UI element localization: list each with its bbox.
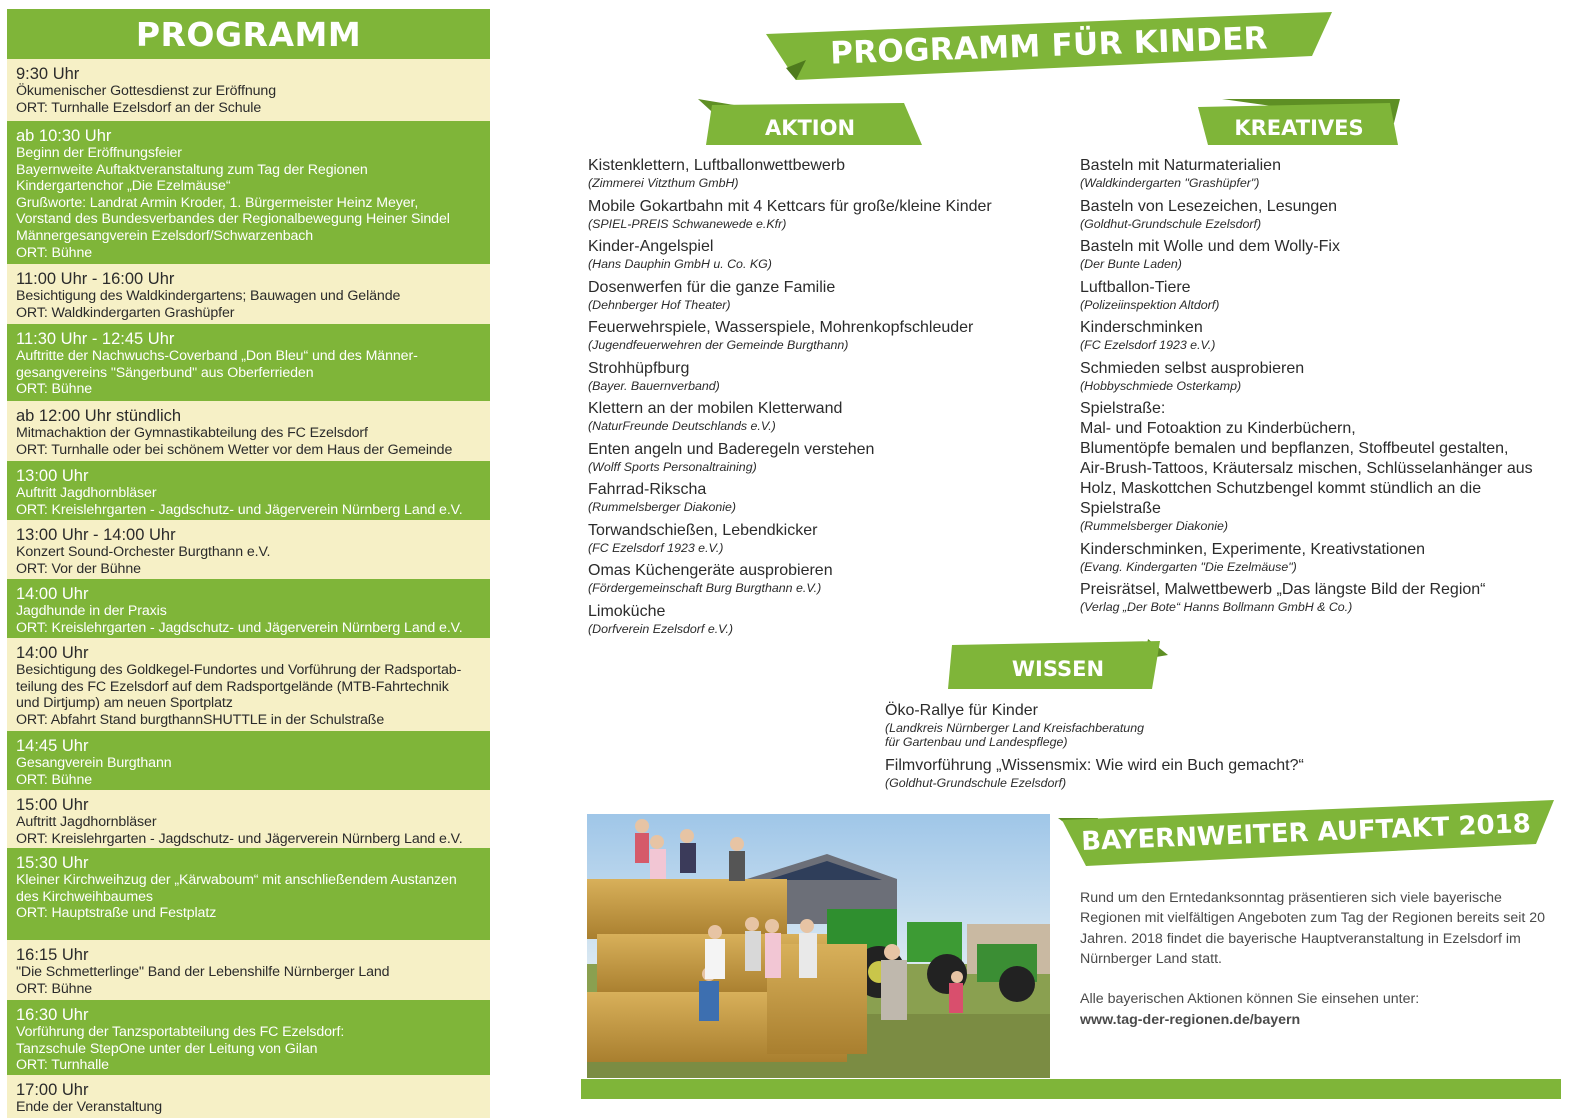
activity-provider: (NaturFreunde Deutschlands e.V.) bbox=[588, 419, 776, 433]
activity-provider: (Jugendfeuerwehren der Gemeinde Burgthann) bbox=[588, 338, 849, 352]
activity-title: Limoküche bbox=[588, 602, 666, 620]
program-item-line: und Dirtjump) am neuen Sportplatz bbox=[16, 695, 233, 712]
wissen-list bbox=[885, 701, 1385, 796]
activity-title: Kinderschminken, Experimente, Kreativstationen bbox=[1080, 540, 1426, 558]
activity-item bbox=[1080, 318, 1560, 352]
program-item-time: 14:00 Uhr bbox=[16, 585, 89, 603]
program-item-line: Männergesangverein Ezelsdorf/Schwarzenbach bbox=[16, 227, 314, 244]
auftakt-banner bbox=[1058, 800, 1554, 866]
activity-item bbox=[885, 701, 1385, 749]
program-item-time: 16:15 Uhr bbox=[16, 946, 89, 964]
activity-title: Fahrrad-Rikscha bbox=[588, 481, 707, 498]
activity-provider: (Hobbyschmiede Osterkamp) bbox=[1080, 378, 1242, 393]
program-item-line: ORT: Kreislehrgarten - Jagdschutz- und Jägerverein Nürnberg Land e.V. bbox=[16, 830, 463, 847]
program-item-line: ORT: Bühne bbox=[16, 244, 93, 261]
program-item-time: 11:00 Uhr - 16:00 Uhr bbox=[16, 270, 175, 288]
program-item-time: 13:00 Uhr - 14:00 Uhr bbox=[16, 526, 176, 544]
activity-title: Mobile Gokartbahn mit 4 Kettcars für große/kleine Kinder bbox=[588, 197, 992, 215]
program-item-time: 15:30 Uhr bbox=[16, 854, 89, 872]
program-item-time: 15:00 Uhr bbox=[16, 796, 89, 814]
activity-title: Torwandschießen, Lebendkicker bbox=[588, 521, 818, 539]
activity-item bbox=[588, 359, 1058, 393]
program-item bbox=[7, 579, 490, 638]
program-item-line: Bayernweite Auftaktveranstaltung zum Tag der Regionen bbox=[16, 161, 368, 178]
activity-title: Preisrätsel, Malwettbewerb „Das längste Bild der Region“ bbox=[1080, 581, 1486, 598]
program-item-time: 17:00 Uhr bbox=[16, 1081, 89, 1099]
program-column bbox=[7, 9, 490, 1115]
activity-title: Feuerwehrspiele, Wasserspiele, Mohrenkopfschleuder bbox=[588, 319, 974, 336]
activity-provider: (Rummelsberger Diakonie) bbox=[588, 500, 737, 514]
activity-provider: (Dehnberger Hof Theater) bbox=[588, 297, 731, 312]
kreatives-banner bbox=[1198, 99, 1400, 147]
program-item-line: ORT: Vor der Bühne bbox=[16, 560, 141, 577]
hay-bales-photo bbox=[587, 814, 1050, 1078]
kids-program-title: PROGRAMM FÜR KINDER bbox=[829, 20, 1269, 72]
program-item-line: teilung des FC Ezelsdorf auf dem Radsportgelände (MTB-Fahrtechnik bbox=[16, 678, 449, 695]
program-item-line: Beginn der Eröffnungsfeier bbox=[16, 145, 182, 161]
program-item bbox=[7, 731, 490, 790]
activity-provider: (Rummelsberger Diakonie) bbox=[1080, 519, 1229, 533]
activity-provider: (Fördergemeinschaft Burg Burgthann e.V.) bbox=[588, 581, 822, 595]
activity-item bbox=[588, 521, 1058, 555]
program-item-line: Ökumenischer Gottesdienst zur Eröffnung bbox=[16, 83, 277, 99]
program-item-time: ab 12:00 Uhr stündlich bbox=[16, 407, 182, 425]
program-title: PROGRAMM bbox=[7, 9, 490, 59]
program-item-line: Tanzschule StepOne unter der Leitung von Gilan bbox=[16, 1040, 318, 1057]
activity-title: Basteln von Lesezeichen, Lesungen bbox=[1080, 197, 1338, 215]
kreatives-list bbox=[1080, 156, 1560, 621]
program-item-line: ORT: Turnhalle bbox=[16, 1057, 109, 1074]
program-item-line: ORT: Turnhalle Ezelsdorf an der Schule bbox=[16, 99, 262, 116]
program-item-line: Grußworte: Landrat Armin Kroder, 1. Bürgermeister Heinz Meyer, bbox=[16, 194, 419, 211]
activity-item bbox=[588, 480, 1058, 514]
activity-title: Mal- und Fotoaktion zu Kinderbüchern, bbox=[1080, 420, 1356, 437]
program-item bbox=[7, 461, 490, 520]
program-item bbox=[7, 1075, 490, 1118]
activity-item bbox=[588, 156, 1058, 190]
program-item-line: Auftritte der Nachwuchs-Coverband „Don Bleu“ und des Männer- bbox=[16, 348, 418, 364]
activity-item bbox=[588, 237, 1058, 271]
kreatives-title: KREATIVES bbox=[1234, 116, 1364, 140]
activity-provider: (Waldkindergarten "Grashüpfer") bbox=[1080, 176, 1260, 190]
program-item-line: ORT: Kreislehrgarten - Jagdschutz- und Jägerverein Nürnberg Land e.V. bbox=[16, 501, 463, 518]
activity-provider: (Polizeiinspektion Altdorf) bbox=[1080, 297, 1220, 312]
program-item-line: Kleiner Kirchweihzug der „Kärwaboum“ mit anschließendem Austanzen bbox=[16, 872, 457, 888]
activity-provider: (Verlag „Der Bote“ Hanns Bollmann GmbH & Co.) bbox=[1080, 600, 1353, 614]
activity-title: Basteln mit Wolle und dem Wolly-Fix bbox=[1080, 238, 1340, 255]
activity-item bbox=[1080, 359, 1560, 393]
activity-provider: (FC Ezelsdorf 1923 e.V.) bbox=[1080, 338, 1216, 352]
program-item-line: Gesangverein Burgthann bbox=[16, 755, 172, 771]
program-item-time: 14:45 Uhr bbox=[16, 737, 89, 755]
program-item-time: 11:30 Uhr - 12:45 Uhr bbox=[16, 330, 175, 348]
aktion-list bbox=[588, 156, 1058, 642]
program-item bbox=[7, 121, 490, 264]
photo-illustration bbox=[587, 814, 1050, 1078]
activity-title: Enten angeln und Baderegeln verstehen bbox=[588, 440, 875, 458]
activity-provider: (Der Bunte Laden) bbox=[1080, 257, 1182, 271]
auftakt-paragraph-1: Rund um den Erntedanksonntag präsentieren sich viele bayerische Regionen mit vielfältigen Angeboten zum Tag der Regionen bereits seit 20 Jahren. 2018 findet die bayerische Hauptveranstaltung in Ezelsdorf im Nürnberger Land statt. bbox=[1080, 890, 1546, 967]
activity-title: Dosenwerfen für die ganze Familie bbox=[588, 278, 836, 296]
activity-provider: (Bayer. Bauernverband) bbox=[588, 378, 720, 393]
program-item-line: Ende der Veranstaltung bbox=[16, 1099, 163, 1115]
activity-title: Basteln mit Naturmaterialien bbox=[1080, 157, 1281, 174]
program-item-line: Vorstand des Bundesverbandes der Regionalbewegung Heiner Sindel bbox=[16, 211, 450, 228]
activity-provider: (Landkreis Nürnberger Land Kreisfachberatung bbox=[885, 721, 1144, 735]
program-item-line: Konzert Sound-Orchester Burgthann e.V. bbox=[16, 544, 271, 560]
activity-item bbox=[588, 440, 1058, 474]
activity-item bbox=[1080, 399, 1560, 533]
program-item-line: Besichtigung des Goldkegel-Fundortes und Vorführung der Radsportab- bbox=[16, 662, 462, 678]
program-item-line: ORT: Waldkindergarten Grashüpfer bbox=[16, 304, 235, 321]
activity-item bbox=[1080, 540, 1560, 574]
program-item-line: Kindergartenchor „Die Ezelmäuse“ bbox=[16, 178, 231, 195]
activity-item bbox=[1080, 156, 1560, 190]
program-item-line: ORT: Abfahrt Stand burgthannSHUTTLE in der Schulstraße bbox=[16, 711, 385, 728]
wissen-title: WISSEN bbox=[1011, 657, 1105, 681]
program-item bbox=[7, 520, 490, 579]
activity-provider: (Goldhut-Grundschule Ezelsdorf) bbox=[885, 775, 1067, 790]
activity-item bbox=[1080, 580, 1560, 614]
program-item-time: 9:30 Uhr bbox=[16, 65, 80, 83]
program-item-line: ORT: Bühne bbox=[16, 381, 93, 398]
program-item-line: Vorführung der Tanzsportabteilung des FC Ezelsdorf: bbox=[16, 1024, 345, 1040]
activity-title: Omas Küchengeräte ausprobieren bbox=[588, 562, 833, 579]
activity-title: Kinder-Angelspiel bbox=[588, 238, 714, 255]
activity-item bbox=[588, 197, 1058, 231]
activity-item bbox=[588, 318, 1058, 352]
activity-item bbox=[1080, 197, 1560, 231]
activity-item bbox=[588, 561, 1058, 595]
auftakt-title: BAYERNWEITER AUFTAKT 2018 bbox=[1080, 808, 1532, 858]
activity-title: Schmieden selbst ausprobieren bbox=[1080, 359, 1305, 377]
program-item bbox=[7, 264, 490, 324]
program-item-line: ORT: Bühne bbox=[16, 771, 93, 788]
activity-provider: (SPIEL-PREIS Schwanewede e.Kfr) bbox=[588, 216, 787, 231]
aktion-banner bbox=[698, 99, 922, 147]
program-item-line: "Die Schmetterlinge" Band der Lebenshilfe Nürnberger Land bbox=[16, 964, 390, 980]
wissen-banner bbox=[948, 639, 1168, 691]
activity-title: Spielstraße: bbox=[1080, 400, 1166, 417]
program-item-line: ORT: Bühne bbox=[16, 980, 93, 997]
program-item-line: Besichtigung des Waldkindergartens; Bauwagen und Gelände bbox=[16, 288, 401, 304]
program-item-time: ab 10:30 Uhr bbox=[16, 127, 112, 145]
program-item-time: 14:00 Uhr bbox=[16, 644, 89, 662]
activity-item bbox=[1080, 237, 1560, 271]
activity-provider: für Gartenbau und Landespflege) bbox=[885, 735, 1068, 749]
activity-title: Strohhüpfburg bbox=[588, 359, 690, 377]
auftakt-description bbox=[1080, 888, 1550, 1030]
program-item-line: Auftritt Jagdhornbläser bbox=[16, 485, 157, 501]
program-item bbox=[7, 324, 490, 401]
activity-provider: (Wolff Sports Personaltraining) bbox=[588, 459, 757, 474]
activity-provider: (Goldhut-Grundschule Ezelsdorf) bbox=[1080, 216, 1262, 231]
activity-provider: (Dorfverein Ezelsdorf e.V.) bbox=[588, 621, 734, 636]
activity-title: Blumentöpfe bemalen und bepflanzen, Stoffbeutel gestalten, bbox=[1080, 440, 1509, 457]
program-item-line: ORT: Kreislehrgarten - Jagdschutz- und Jägerverein Nürnberg Land e.V. bbox=[16, 619, 463, 636]
aktion-title: AKTION bbox=[764, 116, 856, 140]
activity-item bbox=[588, 602, 1058, 636]
program-item bbox=[7, 790, 490, 848]
program-item-time: 13:00 Uhr bbox=[16, 467, 89, 485]
program-list bbox=[7, 59, 490, 1118]
activity-title: Kistenklettern, Luftballonwettbewerb bbox=[588, 157, 846, 174]
activity-title: Kinderschminken bbox=[1080, 319, 1203, 336]
program-item bbox=[7, 1000, 490, 1075]
activity-title: Holz, Maskottchen Schutzbengel kommt stündlich an die bbox=[1080, 480, 1482, 497]
program-item-line: ORT: Turnhalle oder bei schönem Wetter vor dem Haus der Gemeinde bbox=[16, 441, 453, 458]
activity-provider: (FC Ezelsdorf 1923 e.V.) bbox=[588, 540, 724, 555]
kids-program-banner bbox=[766, 12, 1332, 80]
activity-title: Klettern an der mobilen Kletterwand bbox=[588, 400, 843, 417]
program-item-line: gesangvereins "Sängerbund" aus Oberferrieden bbox=[16, 364, 314, 381]
program-item bbox=[7, 638, 490, 731]
program-item bbox=[7, 848, 490, 940]
activity-provider: (Evang. Kindergarten "Die Ezelmäuse") bbox=[1080, 559, 1297, 574]
auftakt-link[interactable]: www.tag-der-regionen.de/bayern bbox=[1080, 1011, 1301, 1028]
program-item-time: 16:30 Uhr bbox=[16, 1006, 89, 1024]
activity-item bbox=[588, 399, 1058, 433]
bottom-green-bar bbox=[581, 1079, 1561, 1099]
activity-provider: (Zimmerei Vitzthum GmbH) bbox=[588, 176, 739, 190]
program-item bbox=[7, 59, 490, 121]
program-item-line: Jagdhunde in der Praxis bbox=[16, 603, 167, 619]
activity-title: Luftballon-Tiere bbox=[1080, 278, 1191, 296]
activity-title: Öko-Rallye für Kinder bbox=[885, 702, 1038, 719]
activity-title: Spielstraße bbox=[1080, 500, 1161, 517]
activity-item bbox=[588, 278, 1058, 312]
activity-title: Filmvorführung „Wissensmix: Wie wird ein Buch gemacht?“ bbox=[885, 756, 1304, 774]
activity-item bbox=[1080, 278, 1560, 312]
program-item bbox=[7, 401, 490, 461]
program-item-line: ORT: Hauptstraße und Festplatz bbox=[16, 905, 217, 922]
auftakt-paragraph-2: Alle bayerischen Aktionen können Sie einsehen unter: bbox=[1080, 991, 1420, 1008]
program-item-line: Mitmachaktion der Gymnastikabteilung des FC Ezelsdorf bbox=[16, 425, 368, 441]
program-item-line: Auftritt Jagdhornbläser bbox=[16, 814, 157, 830]
activity-provider: (Hans Dauphin GmbH u. Co. KG) bbox=[588, 257, 772, 271]
activity-title: Air-Brush-Tattoos, Kräutersalz mischen, Schlüsselanhänger aus bbox=[1080, 460, 1533, 477]
program-item-line: des Kirchweihbaumes bbox=[16, 888, 153, 905]
activity-item bbox=[885, 756, 1385, 790]
program-item bbox=[7, 940, 490, 1000]
